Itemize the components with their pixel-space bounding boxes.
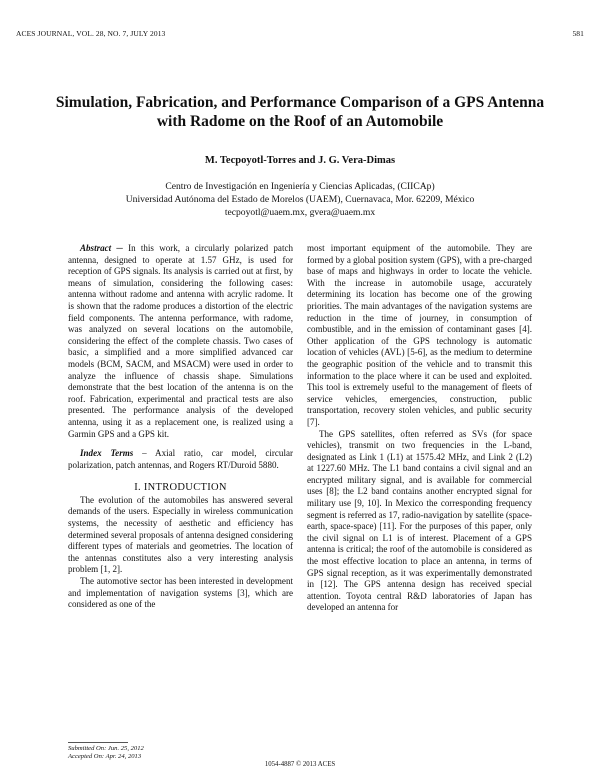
abstract-text: ─ In this work, a circularly polarized patch antenna, designed to operate at 1.57 GHz, is used for reception of GPS signals. Its analysis is carried out at first, by means of simulation, considering the following cases: antenna without radome and antenna with acrylic radome. It is shown that the radome produces a distortion of the electric field components. The antenna performance, with radome, was analyzed on several locations on the automobile, considering the effect of the complete chassis. Two cases of basic, a simplified and a more simplified advanced car models (BCM, SACM, and MSACM) were used in order to analyze the influence of chassis shape. Simulations demonstrate that the best location of the antenna is on the roof. Fabrication, experimental and practical tests are also presented. The performance analysis of the developed antenna, using it as a replacement one, is realized using a Garmin GPS and a GPS kit. <box>68 243 293 439</box>
abstract <box>68 243 293 440</box>
index-terms-text: – Axial ratio, car model, circular polarization, patch antennas, and Rogers RT/Duroid 5880. <box>68 448 293 470</box>
body-paragraph-1: most important equipment of the automobile. They are formed by a global position system (GPS), with a pre-charged base of maps and highways in order to locate the vehicle. With the increase in automobile usage, accurately determining its location has become one of the growing priorities. The main advantages of the navigation systems are reduction in the time of journey, in consumption of combustible, and in the emission of contaminant gases [4]. Other application of the GPS technology is automatic location of vehicles (AVL) [5-6], as the medium to determine the geographic position of the vehicle and to transmit this information to the place where it can be used and exploited. This tool is extremely useful to the management of fleets of service vehicles, emergencies, construction, public transportation, recovery stolen vehicles, and public security [7]. <box>307 243 532 427</box>
intro-paragraph-2: The automotive sector has been interested in development and implementation of navigation systems [3], which are considered as one of the <box>68 576 293 610</box>
intro-paragraph-1: The evolution of the automobiles has answered several demands of the users. Especially in wireless communication systems, the necessity of aesthetic and efficiency has determined several proposals of antenna designed considering different types of materials and geometries. The location of the antennas constitutes also a very interesting analysis problem [1, 2]. <box>68 494 293 575</box>
index-terms <box>68 448 293 471</box>
paper-title: Simulation, Fabrication, and Performance Comparison of a GPS Antenna with Radome on the Roof of an Automobile <box>55 94 545 130</box>
affiliation-line-1: Centro de Investigación en Ingeniería y Ciencias Aplicadas, (CIICAp) <box>165 181 435 192</box>
journal-header: ACES JOURNAL, VOL. 28, NO. 7, JULY 2013 <box>16 29 166 38</box>
paper-authors: M. Tecpoyotl-Torres and J. G. Vera-Dimas <box>204 155 396 166</box>
accepted-date: Accepted On: Apr. 24, 2013 <box>68 753 142 760</box>
author-emails: tecpoyotl@uaem.mx, gvera@uaem.mx <box>224 207 376 218</box>
left-column <box>68 243 293 611</box>
copyright-footer: 1054-4887 © 2013 ACES <box>264 761 336 768</box>
submission-dates <box>68 745 144 761</box>
body-paragraph-2: The GPS satellites, often referred as SVs (for space vehicles), transmit on two frequencies in the L-band, designated as Link 1 (L1) at 1575.42 MHz, and Link 2 (L2) at 1227.60 MHz. The L1 band contains a civil signal and an encrypted military signal, and is available for commercial uses [8]; the L2 band contains another encrypted signal for military use [9, 10]. In Mexico the corresponding frequency segment is referred as 17, radio-navigation by satellite (space-earth, space-space) [11]. For the purposes of this paper, only the civil signal on L1 is of interest. Placement of a GPS antenna is critical; the roof of the automobile is considered as the most effective location to place an antenna, in terms of GPS signal reception, as it was experimentally demonstrated in [12]. The GPS antenna design has received special attention. Toyota central R&D laboratories of Japan has developed an antenna for <box>307 428 532 613</box>
index-terms-label: Index Terms <box>80 448 134 459</box>
page-number: 581 <box>572 29 584 38</box>
affiliation-block <box>60 180 540 219</box>
affiliation-line-2: Universidad Autónoma del Estado de Morelos (UAEM), Cuernavaca, Mor. 62209, México <box>125 194 475 205</box>
submitted-date: Submitted On: Jun. 25, 2012 <box>68 745 144 752</box>
running-header <box>16 29 584 41</box>
footnote-rule <box>68 742 128 743</box>
abstract-label: Abstract <box>80 243 112 253</box>
section-heading-introduction: I. INTRODUCTION <box>134 482 227 494</box>
right-column <box>307 243 532 614</box>
